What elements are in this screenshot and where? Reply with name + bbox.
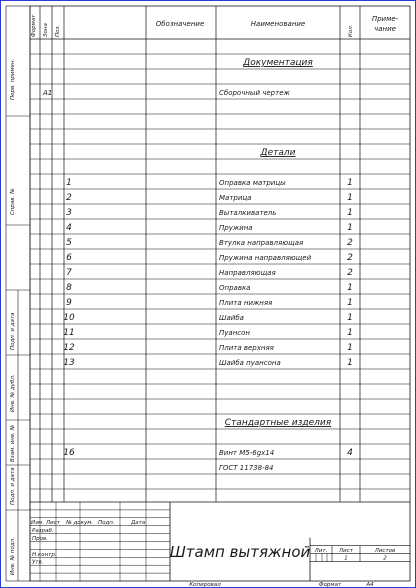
row-position: 5	[66, 238, 72, 248]
sheets-value: 2	[383, 555, 387, 562]
row-position: 12	[63, 343, 75, 353]
header-designation: Обозначение	[155, 20, 205, 28]
row-quantity: 1	[347, 298, 353, 308]
row-name: ГОСТ 11738-84	[219, 464, 274, 472]
title-col-header: № докум.	[66, 520, 94, 527]
row-position: 13	[63, 358, 75, 368]
title-role-label: Н.контр.	[32, 551, 57, 558]
document-title: Штамп вытяжной	[169, 543, 311, 561]
row-position: 2	[66, 193, 72, 203]
row-name: Плита верхняя	[219, 344, 274, 352]
row-format: А1	[43, 89, 53, 97]
row-name: Пружина направляющей	[219, 254, 312, 262]
row-position: 10	[63, 313, 75, 323]
margin-field-label: Подп. и дата	[10, 467, 16, 505]
row-name: Оправка матрицы	[219, 179, 286, 187]
margin-field-label: Инв. № подл.	[10, 537, 16, 575]
header-name: Наименование	[250, 20, 306, 28]
row-quantity: 4	[347, 448, 353, 458]
header-pos: Поз.	[55, 24, 61, 37]
lit-label: Лит.	[314, 548, 328, 555]
margin-field-label: Справ. №	[10, 188, 16, 215]
row-name: Шайба пуансона	[219, 359, 281, 367]
row-position: 8	[66, 283, 72, 293]
row-name: Направляющая	[219, 269, 276, 277]
section-heading: Детали	[260, 148, 296, 158]
header-note-line2: чание	[374, 25, 396, 33]
row-position: 16	[63, 448, 75, 458]
title-col-header: Изм.	[31, 520, 44, 527]
margin-field-label: Инв. № дубл.	[10, 374, 16, 412]
margin-field-label: Взам. инв. №	[10, 424, 16, 462]
row-quantity: 1	[347, 208, 353, 218]
footer-format-value: А4	[366, 582, 374, 588]
section-heading: Стандартные изделия	[224, 418, 332, 428]
row-name: Пуансон	[219, 329, 250, 337]
title-col-header: Подп.	[98, 520, 115, 527]
footer-format-label: Формат	[318, 582, 342, 588]
margin-field-label: Перв. примен.	[10, 58, 16, 100]
sheet-label: Лист	[339, 548, 353, 555]
row-quantity: 1	[347, 193, 353, 203]
margin-field-label: Подп. и дата	[10, 312, 16, 350]
row-name: Винт М5-6gx14	[219, 449, 275, 457]
row-name: Оправка	[219, 284, 251, 292]
row-name: Шайба	[219, 314, 244, 322]
header-qty: Кол.	[348, 24, 354, 37]
sheets-label: Листов	[374, 548, 396, 555]
row-quantity: 1	[347, 178, 353, 188]
header-note-line1: Приме-	[371, 15, 399, 23]
row-quantity: 2	[347, 268, 353, 278]
title-col-header: Лист	[46, 520, 60, 527]
row-position: 9	[66, 298, 72, 308]
title-col-header: Дата	[131, 520, 146, 527]
title-role-label: Пров.	[32, 536, 48, 542]
row-name: Сборочный чертеж	[219, 89, 290, 97]
row-name: Пружина	[219, 224, 253, 232]
row-quantity: 1	[347, 313, 353, 323]
row-name: Выталкиватель	[219, 209, 277, 217]
row-position: 4	[66, 223, 72, 233]
row-quantity: 1	[347, 343, 353, 353]
row-quantity: 1	[347, 283, 353, 293]
row-name: Плита нижняя	[219, 299, 273, 307]
row-position: 3	[66, 208, 72, 218]
row-quantity: 1	[347, 223, 353, 233]
row-name: Матрица	[219, 194, 252, 202]
row-quantity: 1	[347, 358, 353, 368]
sheet-value: 1	[344, 555, 348, 562]
footer-copied: Копировал	[189, 582, 221, 588]
title-role-label: Утв.	[32, 559, 44, 566]
row-position: 6	[66, 253, 72, 263]
section-heading: Документация	[243, 58, 313, 68]
row-position: 11	[63, 328, 75, 338]
row-position: 7	[66, 268, 72, 278]
row-quantity: 1	[347, 328, 353, 338]
header-zone: Зона	[43, 23, 49, 37]
header-format: Формат	[31, 14, 37, 37]
row-position: 1	[66, 178, 72, 188]
row-quantity: 2	[347, 238, 353, 248]
title-role-label: Разраб.	[32, 528, 54, 535]
row-quantity: 2	[347, 253, 353, 263]
row-name: Втулка направляющая	[219, 239, 304, 247]
